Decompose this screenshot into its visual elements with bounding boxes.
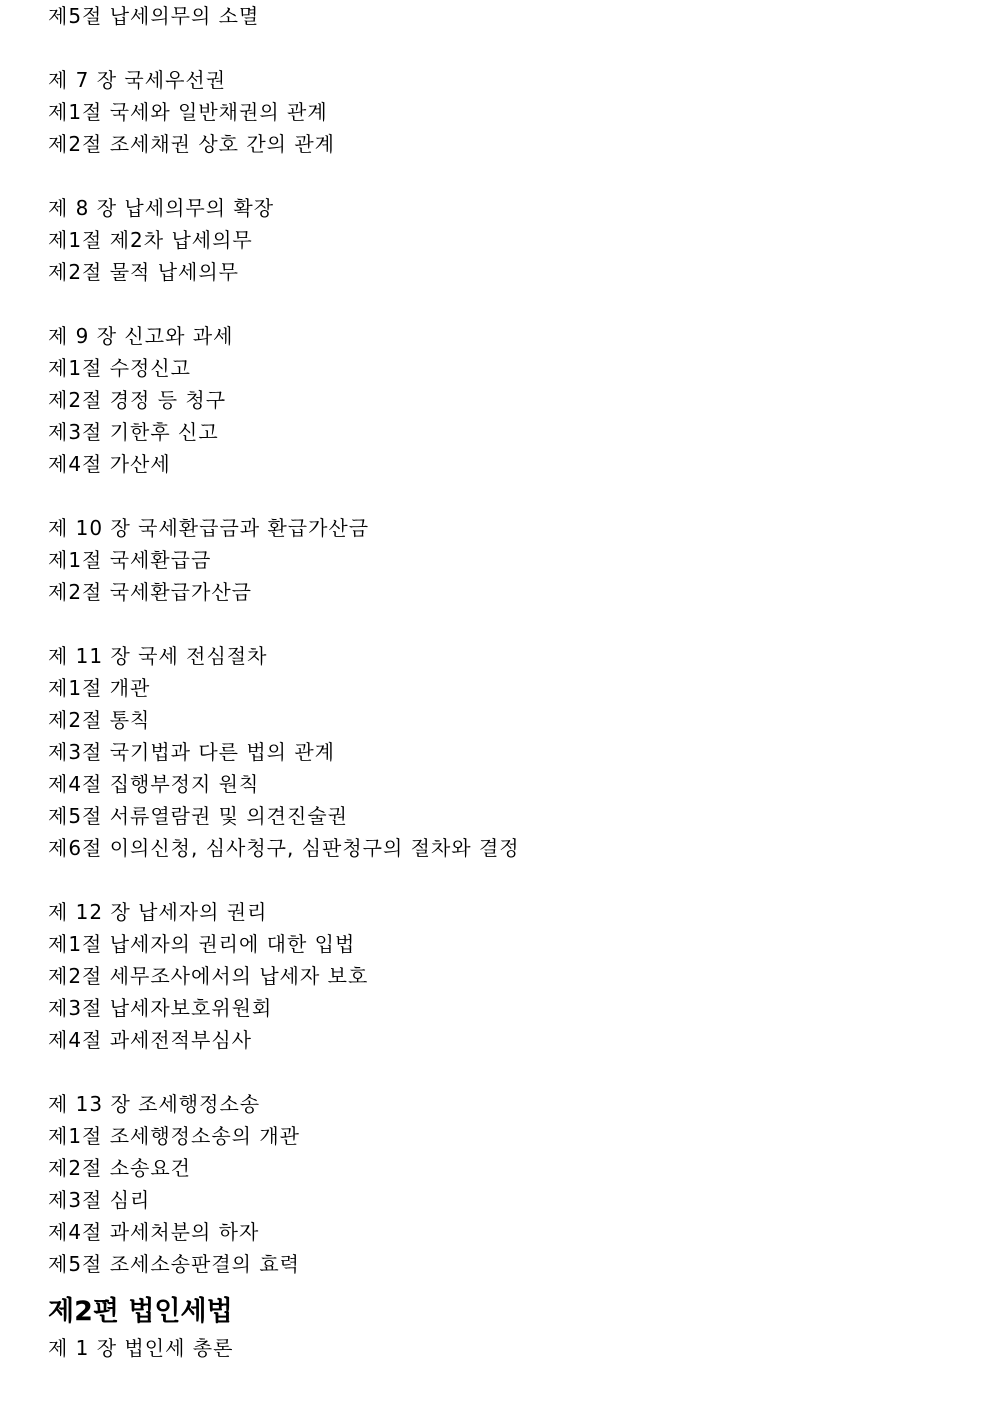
- section-line: 제2절 세무조사에서의 납세자 보호: [48, 964, 369, 988]
- section-line: 제4절 집행부정지 원칙: [48, 772, 260, 796]
- section-line: 제2절 경정 등 청구: [48, 388, 227, 412]
- section-line: 제3절 국기법과 다른 법의 관계: [48, 740, 335, 764]
- spacer: [48, 160, 948, 192]
- section-line: 제3절 기한후 신고: [48, 420, 219, 444]
- chapter-title: 제 10 장 국세환급금과 환급가산금: [48, 516, 370, 540]
- chapter-block: [48, 896, 948, 1056]
- section-line: 제5절 납세의무의 소멸: [48, 4, 260, 28]
- spacer: [48, 1056, 948, 1088]
- section-line: 제1절 국세와 일반채권의 관계: [48, 100, 328, 124]
- section-line: 제3절 심리: [48, 1188, 151, 1212]
- section-line: 제1절 개관: [48, 676, 151, 700]
- chapter-block: [48, 1088, 948, 1280]
- section-line: 제2절 소송요건: [48, 1156, 192, 1180]
- section-line: 제4절 과세처분의 하자: [48, 1220, 260, 1244]
- section-line: 제3절 납세자보호위원회: [48, 996, 273, 1020]
- section-line: 제5절 서류열람권 및 의견진술권: [48, 804, 348, 828]
- chapter-block: [48, 192, 948, 288]
- section-line: 제6절 이의신청, 심사청구, 심판청구의 절차와 결정: [48, 836, 520, 860]
- spacer: [48, 608, 948, 640]
- section-line: 제2절 통칙: [48, 708, 151, 732]
- section-line: 제2절 국세환급가산금: [48, 580, 252, 604]
- section-line: 제1절 국세환급금: [48, 548, 212, 572]
- chapter-title: 제 11 장 국세 전심절차: [48, 644, 268, 668]
- spacer: [48, 288, 948, 320]
- chapter-title: 제 13 장 조세행정소송: [48, 1092, 261, 1116]
- section-line: 제4절 가산세: [48, 452, 171, 476]
- part-title: 제2편 법인세법: [48, 1296, 233, 1327]
- section-line: 제4절 과세전적부심사: [48, 1028, 252, 1052]
- chapter-title: 제 9 장 신고와 과세: [48, 324, 234, 348]
- section-line: 제2절 물적 납세의무: [48, 260, 239, 284]
- part-block: [48, 1292, 948, 1364]
- table-of-contents: [48, 0, 948, 1364]
- section-line: 제1절 납세자의 권리에 대한 입법: [48, 932, 356, 956]
- section-line: 제1절 수정신고: [48, 356, 192, 380]
- chapter-title: 제 7 장 국세우선권: [48, 68, 227, 92]
- chapter-block: [48, 320, 948, 480]
- section-line: 제1절 조세행정소송의 개관: [48, 1124, 300, 1148]
- spacer: [48, 32, 948, 64]
- section-line: 제5절 조세소송판결의 효력: [48, 1252, 300, 1276]
- spacer: [48, 480, 948, 512]
- chapter-block: [48, 512, 948, 608]
- chapter-title: 제 8 장 납세의무의 확장: [48, 196, 275, 220]
- section-line: 제2절 조세채권 상호 간의 관계: [48, 132, 335, 156]
- chapter-block: [48, 64, 948, 160]
- chapter-title: 제 1 장 법인세 총론: [48, 1336, 234, 1360]
- section-line: 제1절 제2차 납세의무: [48, 228, 253, 252]
- chapter-title: 제 12 장 납세자의 권리: [48, 900, 268, 924]
- spacer: [48, 864, 948, 896]
- chapter-block: [48, 640, 948, 864]
